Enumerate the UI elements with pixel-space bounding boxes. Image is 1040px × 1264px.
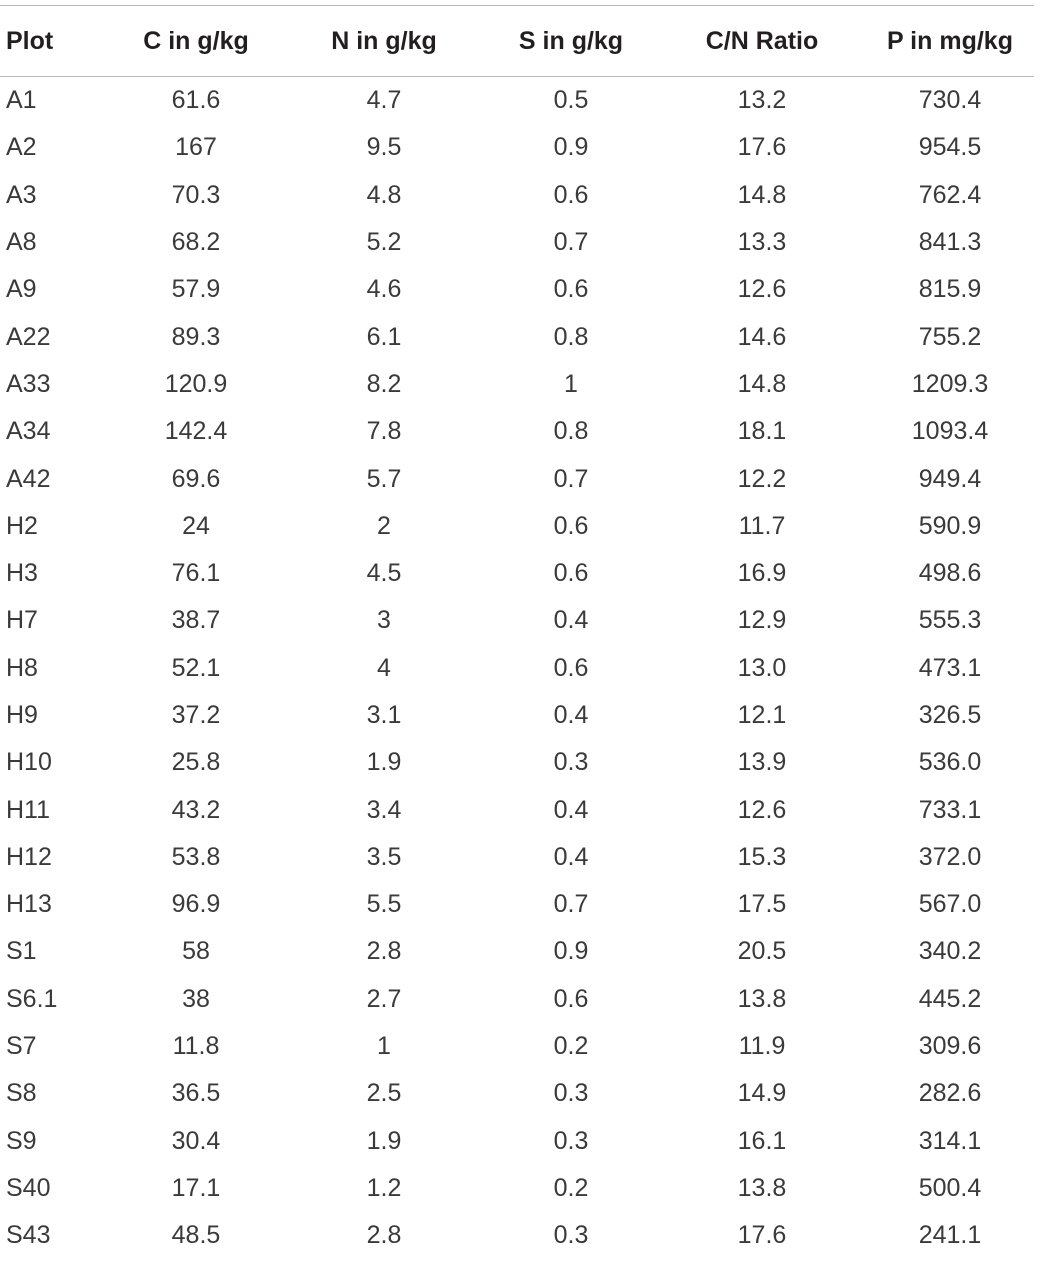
cell-phosphorus: 445.2 (918, 984, 982, 1013)
table-row (0, 1118, 1040, 1165)
table-row (0, 1165, 1040, 1212)
table-row (0, 408, 1040, 455)
cell-carbon: 89.3 (171, 322, 221, 351)
cell-cn-ratio: 14.8 (737, 369, 787, 398)
cell-sulfur: 0.6 (553, 511, 589, 540)
cell-carbon: 25.8 (171, 748, 221, 777)
table-row (0, 976, 1040, 1023)
cell-cn-ratio: 12.2 (737, 464, 787, 493)
table-row (0, 1212, 1040, 1259)
cell-phosphorus: 555.3 (918, 606, 982, 635)
cell-plot: H9 (6, 701, 38, 729)
cell-plot: A22 (6, 322, 51, 351)
cell-cn-ratio: 13.3 (737, 228, 787, 257)
cell-plot: H12 (6, 842, 52, 871)
table-header-row (0, 6, 1040, 76)
table-row (0, 739, 1040, 786)
cell-phosphorus: 309.6 (918, 1032, 982, 1061)
cell-cn-ratio: 13.8 (737, 984, 787, 1013)
cell-sulfur: 0.4 (553, 842, 589, 871)
cell-phosphorus: 762.4 (918, 180, 982, 209)
cell-nitrogen: 1 (377, 1032, 391, 1061)
cell-carbon: 36.5 (171, 1079, 221, 1108)
header-plot: Plot (6, 26, 54, 55)
cell-nitrogen: 2.5 (366, 1079, 402, 1108)
cell-carbon: 37.2 (171, 701, 221, 729)
cell-nitrogen: 2.8 (366, 937, 402, 966)
cell-phosphorus: 841.3 (918, 228, 982, 257)
cell-nitrogen: 5.5 (366, 890, 402, 919)
cell-plot: S7 (6, 1032, 37, 1061)
cell-cn-ratio: 16.1 (737, 1126, 787, 1155)
cell-carbon: 142.4 (164, 417, 228, 446)
cell-nitrogen: 5.7 (366, 464, 402, 493)
cell-sulfur: 0.2 (553, 1173, 589, 1202)
cell-plot: S6.1 (6, 984, 58, 1013)
cell-plot: S1 (6, 937, 37, 966)
cell-carbon: 38.7 (171, 606, 221, 635)
cell-carbon: 38 (182, 984, 210, 1013)
cell-nitrogen: 4.7 (366, 86, 402, 115)
cell-cn-ratio: 18.1 (737, 417, 787, 446)
cell-plot: A9 (6, 275, 37, 304)
cell-sulfur: 0.6 (553, 180, 589, 209)
cell-cn-ratio: 15.3 (737, 842, 787, 871)
header-carbon: C in g/kg (143, 26, 249, 55)
cell-plot: S9 (6, 1126, 37, 1155)
cell-carbon: 167 (175, 133, 217, 162)
soil-nutrient-table (0, 6, 1040, 1259)
cell-phosphorus: 282.6 (918, 1079, 982, 1108)
cell-plot: A1 (6, 86, 37, 115)
cell-carbon: 53.8 (171, 842, 221, 871)
table-row (0, 313, 1040, 360)
cell-carbon: 76.1 (171, 559, 221, 588)
cell-cn-ratio: 12.9 (737, 606, 787, 635)
cell-plot: A8 (6, 228, 37, 257)
cell-sulfur: 0.6 (553, 984, 589, 1013)
cell-cn-ratio: 13.0 (737, 653, 787, 682)
cell-plot: A33 (6, 369, 51, 398)
cell-cn-ratio: 16.9 (737, 559, 787, 588)
cell-sulfur: 0.3 (553, 748, 589, 777)
cell-nitrogen: 9.5 (366, 133, 402, 162)
cell-carbon: 96.9 (171, 890, 221, 919)
cell-carbon: 68.2 (171, 228, 221, 257)
cell-phosphorus: 314.1 (918, 1126, 982, 1155)
table-row (0, 219, 1040, 266)
cell-cn-ratio: 13.2 (737, 86, 787, 115)
cell-nitrogen: 4.6 (366, 275, 402, 304)
cell-sulfur: 0.8 (553, 417, 589, 446)
table-row (0, 1023, 1040, 1070)
cell-sulfur: 0.9 (553, 133, 589, 162)
cell-plot: S43 (6, 1221, 51, 1250)
cell-sulfur: 0.7 (553, 464, 589, 493)
cell-sulfur: 0.7 (553, 228, 589, 257)
cell-carbon: 17.1 (171, 1173, 221, 1202)
cell-nitrogen: 7.8 (366, 417, 402, 446)
cell-phosphorus: 498.6 (918, 559, 982, 588)
cell-sulfur: 0.4 (553, 606, 589, 635)
cell-nitrogen: 3 (377, 606, 391, 635)
cell-cn-ratio: 14.8 (737, 180, 787, 209)
cell-sulfur: 0.2 (553, 1032, 589, 1061)
cell-plot: H7 (6, 606, 38, 635)
cell-phosphorus: 372.0 (918, 842, 982, 871)
cell-phosphorus: 755.2 (918, 322, 982, 351)
cell-cn-ratio: 13.9 (737, 748, 787, 777)
header-phosphorus: P in mg/kg (887, 26, 1013, 55)
cell-nitrogen: 6.1 (366, 322, 402, 351)
cell-plot: S40 (6, 1173, 51, 1202)
table-row (0, 124, 1040, 171)
cell-phosphorus: 1209.3 (911, 369, 989, 398)
cell-plot: H3 (6, 559, 38, 588)
table-row (0, 692, 1040, 739)
table-row (0, 266, 1040, 313)
cell-sulfur: 0.9 (553, 937, 589, 966)
cell-cn-ratio: 17.6 (737, 133, 787, 162)
cell-phosphorus: 733.1 (918, 795, 982, 824)
cell-phosphorus: 815.9 (918, 275, 982, 304)
table-body (0, 76, 1040, 1259)
cell-phosphorus: 536.0 (918, 748, 982, 777)
table-row (0, 455, 1040, 502)
cell-sulfur: 0.8 (553, 322, 589, 351)
cell-cn-ratio: 13.8 (737, 1173, 787, 1202)
cell-nitrogen: 4.8 (366, 180, 402, 209)
cell-cn-ratio: 17.6 (737, 1221, 787, 1250)
cell-plot: A2 (6, 133, 37, 162)
cell-carbon: 58 (182, 937, 210, 966)
table-row (0, 550, 1040, 597)
cell-carbon: 24 (182, 511, 210, 540)
cell-sulfur: 0.6 (553, 559, 589, 588)
cell-nitrogen: 3.1 (366, 701, 402, 729)
cell-phosphorus: 730.4 (918, 86, 982, 115)
table-row (0, 928, 1040, 975)
cell-nitrogen: 1.2 (366, 1173, 402, 1202)
cell-nitrogen: 8.2 (366, 369, 402, 398)
cell-nitrogen: 1.9 (366, 748, 402, 777)
cell-phosphorus: 567.0 (918, 890, 982, 919)
cell-carbon: 52.1 (171, 653, 221, 682)
header-sulfur: S in g/kg (518, 26, 624, 55)
cell-plot: H13 (6, 890, 52, 919)
cell-carbon: 70.3 (171, 180, 221, 209)
cell-cn-ratio: 11.9 (738, 1032, 786, 1061)
cell-phosphorus: 473.1 (918, 653, 982, 682)
cell-nitrogen: 5.2 (366, 228, 402, 257)
cell-cn-ratio: 12.6 (737, 275, 787, 304)
table-row (0, 503, 1040, 550)
cell-carbon: 48.5 (171, 1221, 221, 1250)
cell-sulfur: 0.3 (553, 1079, 589, 1108)
cell-sulfur: 0.6 (553, 653, 589, 682)
table-row (0, 1070, 1040, 1117)
cell-nitrogen: 2.8 (366, 1221, 402, 1250)
cell-carbon: 57.9 (171, 275, 221, 304)
cell-phosphorus: 949.4 (918, 464, 982, 493)
cell-sulfur: 0.7 (553, 890, 589, 919)
cell-carbon: 120.9 (164, 369, 228, 398)
cell-sulfur: 0.3 (553, 1126, 589, 1155)
cell-nitrogen: 2.7 (366, 984, 402, 1013)
cell-carbon: 43.2 (171, 795, 221, 824)
cell-phosphorus: 500.4 (918, 1173, 982, 1202)
cell-plot: H10 (6, 748, 52, 777)
cell-plot: H11 (6, 795, 51, 824)
cell-sulfur: 0.6 (553, 275, 589, 304)
cell-cn-ratio: 20.5 (737, 937, 787, 966)
cell-carbon: 11.8 (172, 1032, 220, 1061)
table-row (0, 76, 1040, 124)
cell-phosphorus: 1093.4 (911, 417, 989, 446)
header-nitrogen: N in g/kg (331, 26, 437, 55)
cell-nitrogen: 2 (377, 511, 391, 540)
cell-sulfur: 1 (564, 369, 578, 398)
cell-carbon: 30.4 (171, 1126, 221, 1155)
cell-cn-ratio: 12.1 (737, 701, 787, 729)
table-row (0, 597, 1040, 644)
cell-carbon: 69.6 (171, 464, 221, 493)
cell-phosphorus: 954.5 (918, 133, 982, 162)
cell-sulfur: 0.5 (553, 86, 589, 115)
cell-nitrogen: 3.5 (366, 842, 402, 871)
header-cn-ratio: C/N Ratio (705, 26, 819, 55)
cell-cn-ratio: 17.5 (737, 890, 787, 919)
cell-phosphorus: 590.9 (918, 511, 982, 540)
cell-nitrogen: 1.9 (366, 1126, 402, 1155)
table-row (0, 645, 1040, 692)
table-row (0, 172, 1040, 219)
cell-plot: A42 (6, 464, 51, 493)
cell-sulfur: 0.4 (553, 795, 589, 824)
cell-cn-ratio: 12.6 (737, 795, 787, 824)
cell-plot: H2 (6, 511, 38, 540)
table-row (0, 361, 1040, 408)
cell-phosphorus: 340.2 (918, 937, 982, 966)
table-row (0, 834, 1040, 881)
cell-nitrogen: 4.5 (366, 559, 402, 588)
cell-sulfur: 0.3 (553, 1221, 589, 1250)
cell-plot: S8 (6, 1079, 37, 1108)
cell-plot: H8 (6, 653, 38, 682)
cell-plot: A3 (6, 180, 37, 209)
cell-nitrogen: 4 (377, 653, 391, 682)
cell-carbon: 61.6 (171, 86, 221, 115)
cell-phosphorus: 326.5 (918, 701, 982, 729)
cell-nitrogen: 3.4 (366, 795, 402, 824)
cell-cn-ratio: 14.6 (737, 322, 787, 351)
table-row (0, 786, 1040, 833)
cell-cn-ratio: 14.9 (737, 1079, 787, 1108)
table-row (0, 881, 1040, 928)
cell-cn-ratio: 11.7 (738, 511, 786, 540)
cell-sulfur: 0.4 (553, 701, 589, 729)
cell-plot: A34 (6, 417, 51, 446)
cell-phosphorus: 241.1 (918, 1221, 982, 1250)
